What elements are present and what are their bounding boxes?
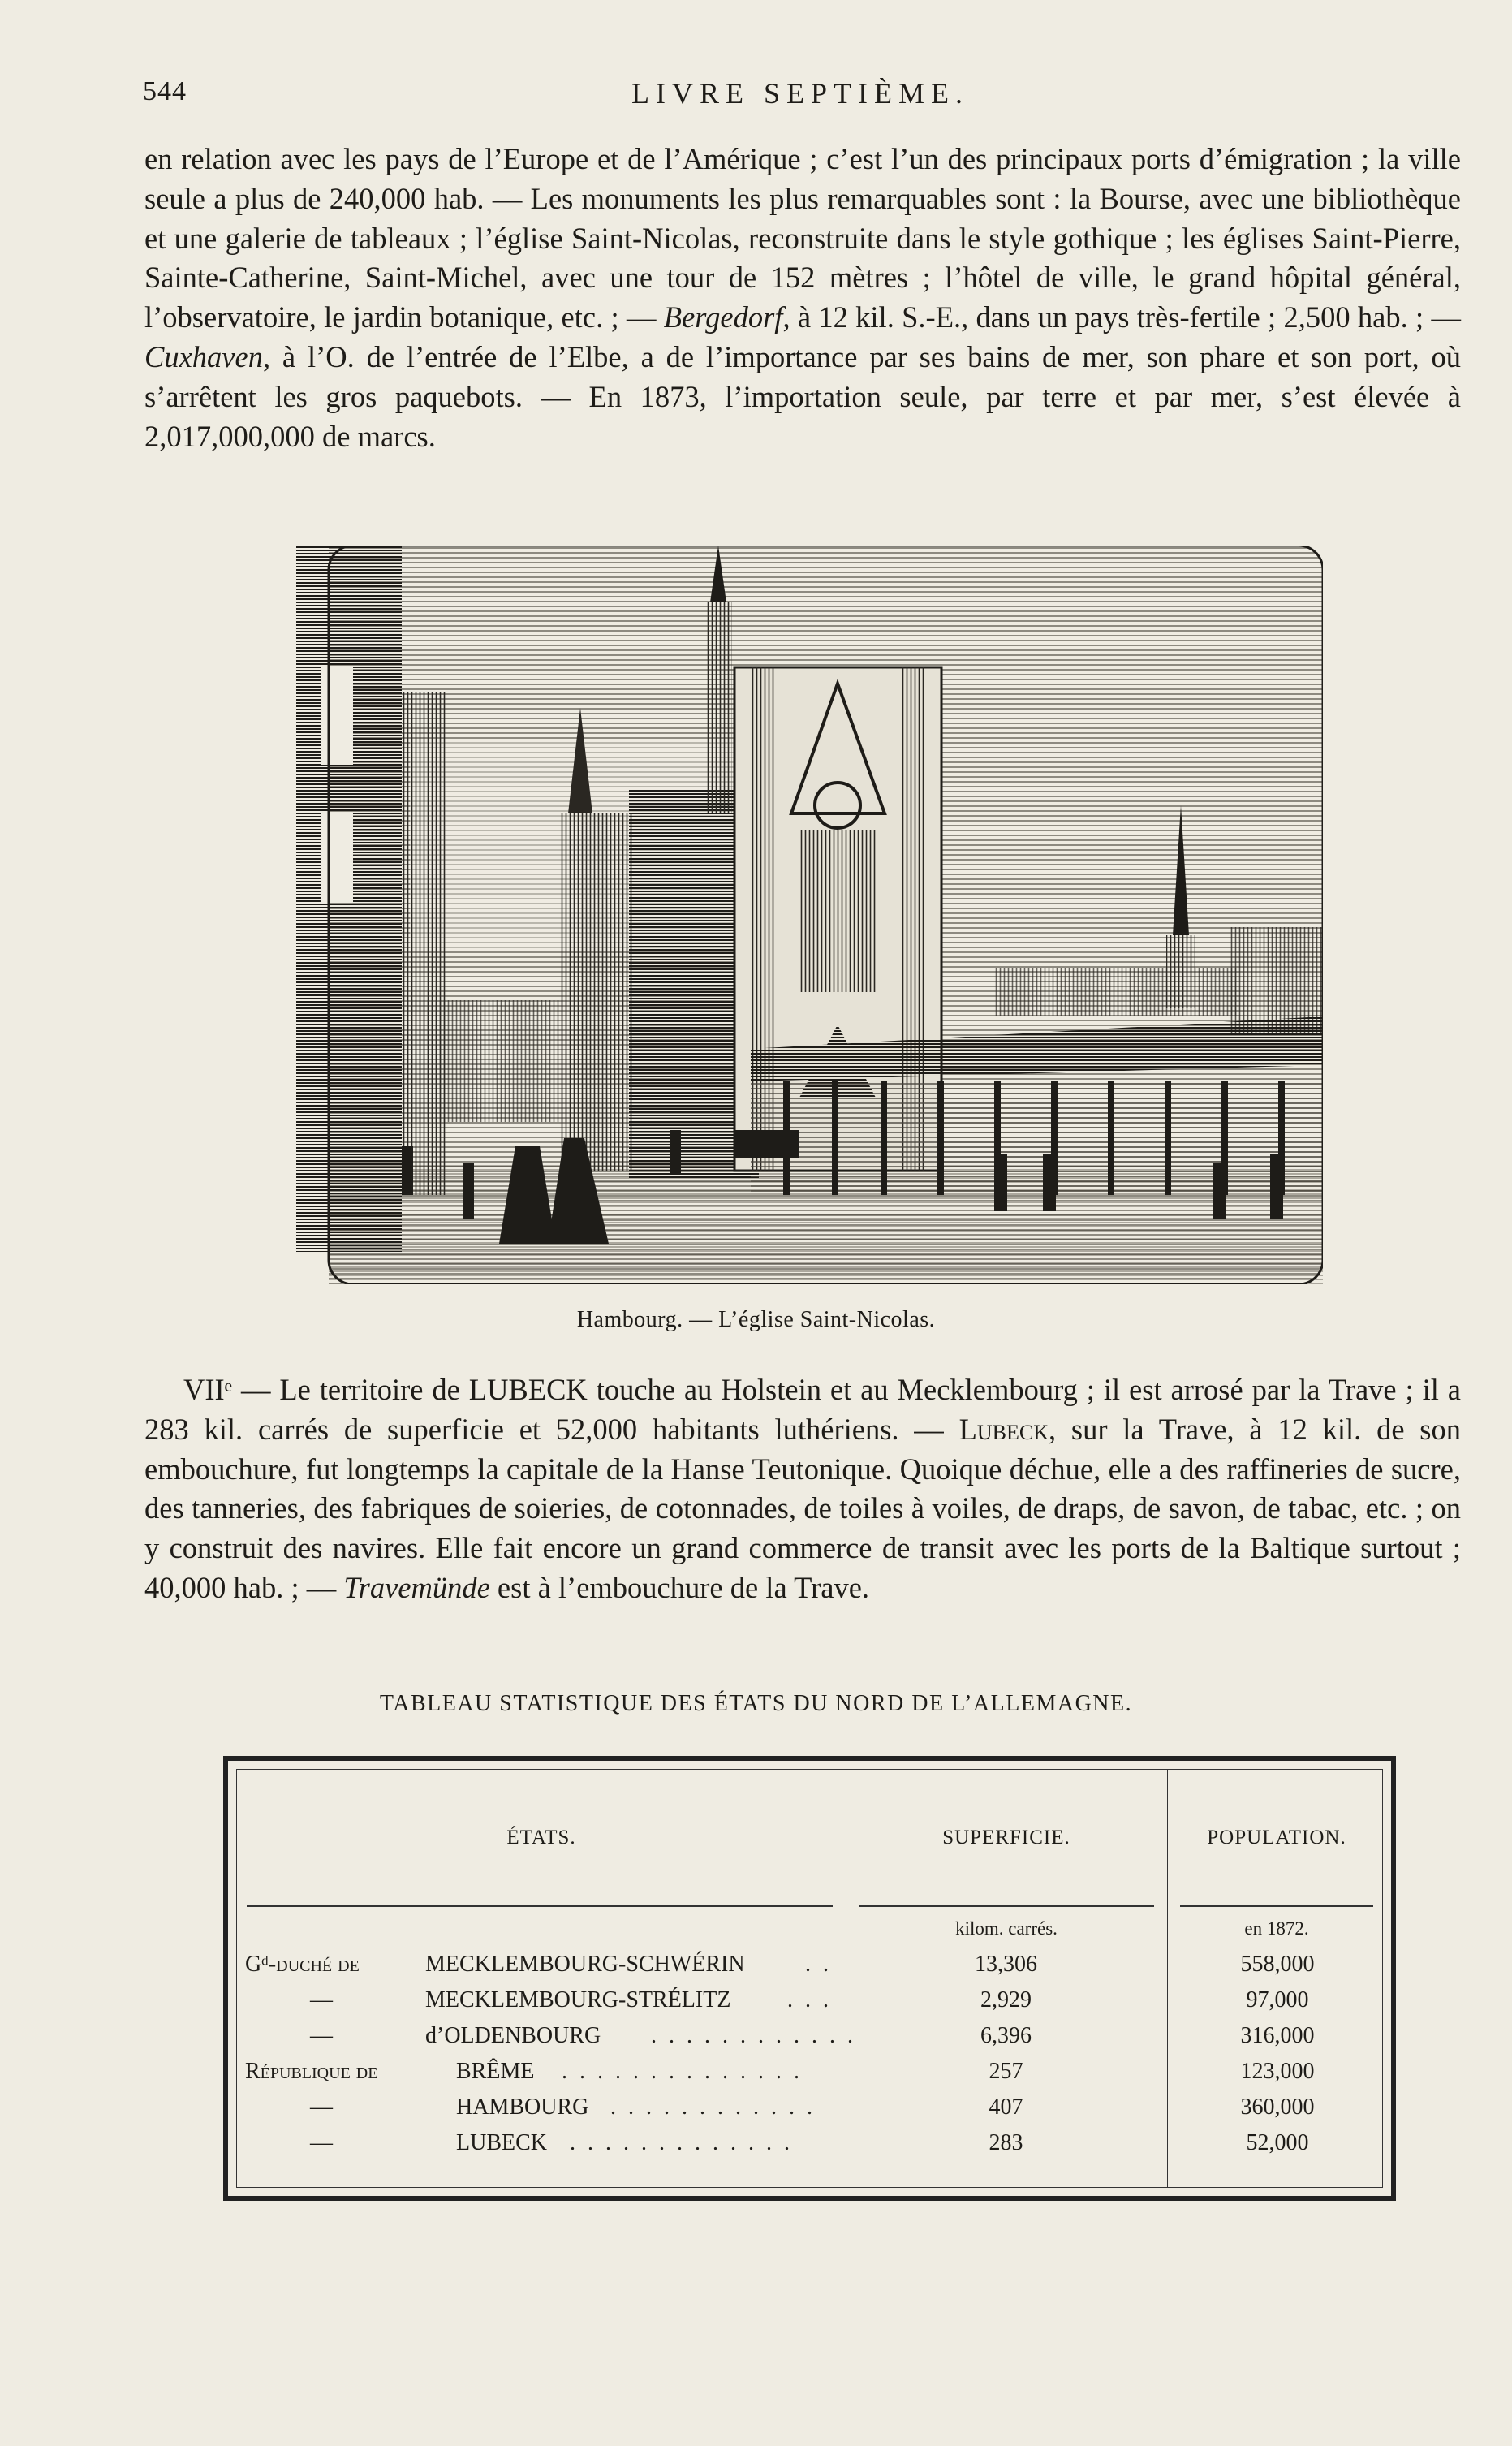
page-number: 544 <box>143 76 187 106</box>
paragraph-lubeck <box>144 1370 1461 1608</box>
row-prefix: — <box>310 2094 333 2120</box>
book-title: LIVRE SEPTIÈME. <box>631 77 969 110</box>
header-rule <box>247 1905 833 1907</box>
city-lubeck: Lubeck <box>958 1412 1049 1446</box>
statistics-table <box>223 1756 1396 2201</box>
population-value: 52,000 <box>1246 2130 1309 2155</box>
dot-leader: . . . <box>787 1987 832 2012</box>
para2-text-3: est à l’embouchure de la Trave. <box>489 1570 870 1604</box>
engraving-illustration <box>296 546 1323 1284</box>
unit-area: kilom. carrés. <box>955 1918 1058 1939</box>
area-value: 2,929 <box>980 1987 1032 2012</box>
state-name: MECKLEMBOURG-SCHWÉRIN <box>425 1952 745 1977</box>
state-name: BRÊME <box>456 2059 535 2084</box>
area-value: 407 <box>989 2094 1023 2120</box>
area-value: 283 <box>989 2130 1023 2155</box>
dot-leader: . . . . . . . . . . . . . . <box>562 2059 803 2084</box>
figure-caption: Hambourg. — L’église Saint-Nicolas. <box>576 1307 936 1332</box>
state-name: LUBECK <box>456 2130 547 2155</box>
state-name: d’OLDENBOURG <box>425 2023 601 2048</box>
row-prefix: — <box>310 2130 333 2155</box>
population-value: 558,000 <box>1240 1952 1315 1977</box>
population-value: 316,000 <box>1240 2023 1315 2048</box>
area-value: 6,396 <box>980 2023 1032 2048</box>
paragraph-hambourg <box>144 140 1461 456</box>
statistics-table-body <box>236 1769 1383 2188</box>
table-title: TABLEAU STATISTIQUE DES ÉTATS DU NORD DE L’ALLEMAGNE. <box>379 1691 1133 1716</box>
area-value: 13,306 <box>975 1952 1037 1977</box>
header-population: POPULATION. <box>1207 1827 1346 1849</box>
dot-leader: . . . . . . . . . . . . <box>610 2094 816 2120</box>
table-row <box>237 1987 1382 2023</box>
table-row <box>237 1952 1382 1987</box>
population-value: 97,000 <box>1246 1987 1309 2012</box>
para1-text-3: , à l’O. de l’entrée de l’Elbe, a de l’importance par ses bains de mer, son phare et son port, où s’arrêtent les gros paquebots. — En 1873, l’importation seule, par terre et par mer, s’est élevée à 2,017,000,000 de marcs. <box>144 339 1461 453</box>
para2-text-1: VIIᵉ — Le territoire de LUBECK touche au Holstein et au Mecklembourg ; il est arrosé par la Trave ; il a 283 kil. carrés de superficie et 52,000 habitants luthériens. — <box>144 1373 1461 1446</box>
table-row <box>237 2094 1382 2130</box>
row-prefix: — <box>310 1987 333 2012</box>
header-rule <box>859 1905 1154 1907</box>
dot-leader: . . <box>805 1952 832 1977</box>
place-bergedorf: Bergedorf <box>663 300 783 334</box>
place-cuxhaven: Cuxhaven <box>144 339 263 373</box>
place-travemunde: Travemünde <box>343 1570 490 1604</box>
row-prefix: — <box>310 2023 333 2048</box>
para1-text-1: en relation avec les pays de l’Europe et de l’Amérique ; c’est l’un des principaux ports d’émigration ; la ville seule a plus de 240,000 hab. — Les monuments les plus remarquables sont : la Bourse, avec une bibliothèque et une galerie de tableaux ; l’église Saint-Nicolas, reconstruite dans le style gothique ; les églises Saint-Pierre, Sainte-Catherine, Saint-Michel, avec une tour de 152 mètres ; l’hôtel de ville, le grand hôpital général, l’observatoire, le jardin botanique, etc. ; — <box>144 142 1461 334</box>
unit-population: en 1872. <box>1244 1918 1309 1939</box>
state-name: MECKLEMBOURG-STRÉLITZ <box>425 1987 731 2012</box>
table-row <box>237 2130 1382 2166</box>
engraving-saint-nicolas <box>296 546 1323 1284</box>
population-value: 360,000 <box>1240 2094 1315 2120</box>
header-area: SUPERFICIE. <box>942 1827 1070 1849</box>
dot-leader: . . . . . . . . . . . . <box>651 2023 856 2048</box>
header-rule <box>1180 1905 1373 1907</box>
row-prefix: République de <box>245 2059 378 2084</box>
population-value: 123,000 <box>1240 2059 1315 2084</box>
state-name: HAMBOURG <box>456 2094 589 2120</box>
table-row <box>237 2023 1382 2059</box>
running-head <box>143 76 1458 115</box>
table-row <box>237 2059 1382 2094</box>
row-prefix: Gᵈ-duché de <box>245 1952 360 1977</box>
para1-text-2: , à 12 kil. S.-E., dans un pays très-fertile ; 2,500 hab. ; — <box>782 300 1461 334</box>
header-states: ÉTATS. <box>506 1827 576 1849</box>
para2-text-2: , sur la Trave, à 12 kil. de son embouchure, fut longtemps la capitale de la Hanse Teutonique. Quoique déchue, elle a des raffineries de sucre, des tanneries, des fabriques de soieries, de cotonnades, de toiles à voiles, de draps, de savon, de tabac, etc. ; on y construit des navires. Elle fait encore un grand commerce de transit avec les ports de la Baltique surtout ; 40,000 hab. ; — <box>144 1412 1461 1604</box>
area-value: 257 <box>989 2059 1023 2084</box>
dot-leader: . . . . . . . . . . . . . <box>570 2130 793 2155</box>
